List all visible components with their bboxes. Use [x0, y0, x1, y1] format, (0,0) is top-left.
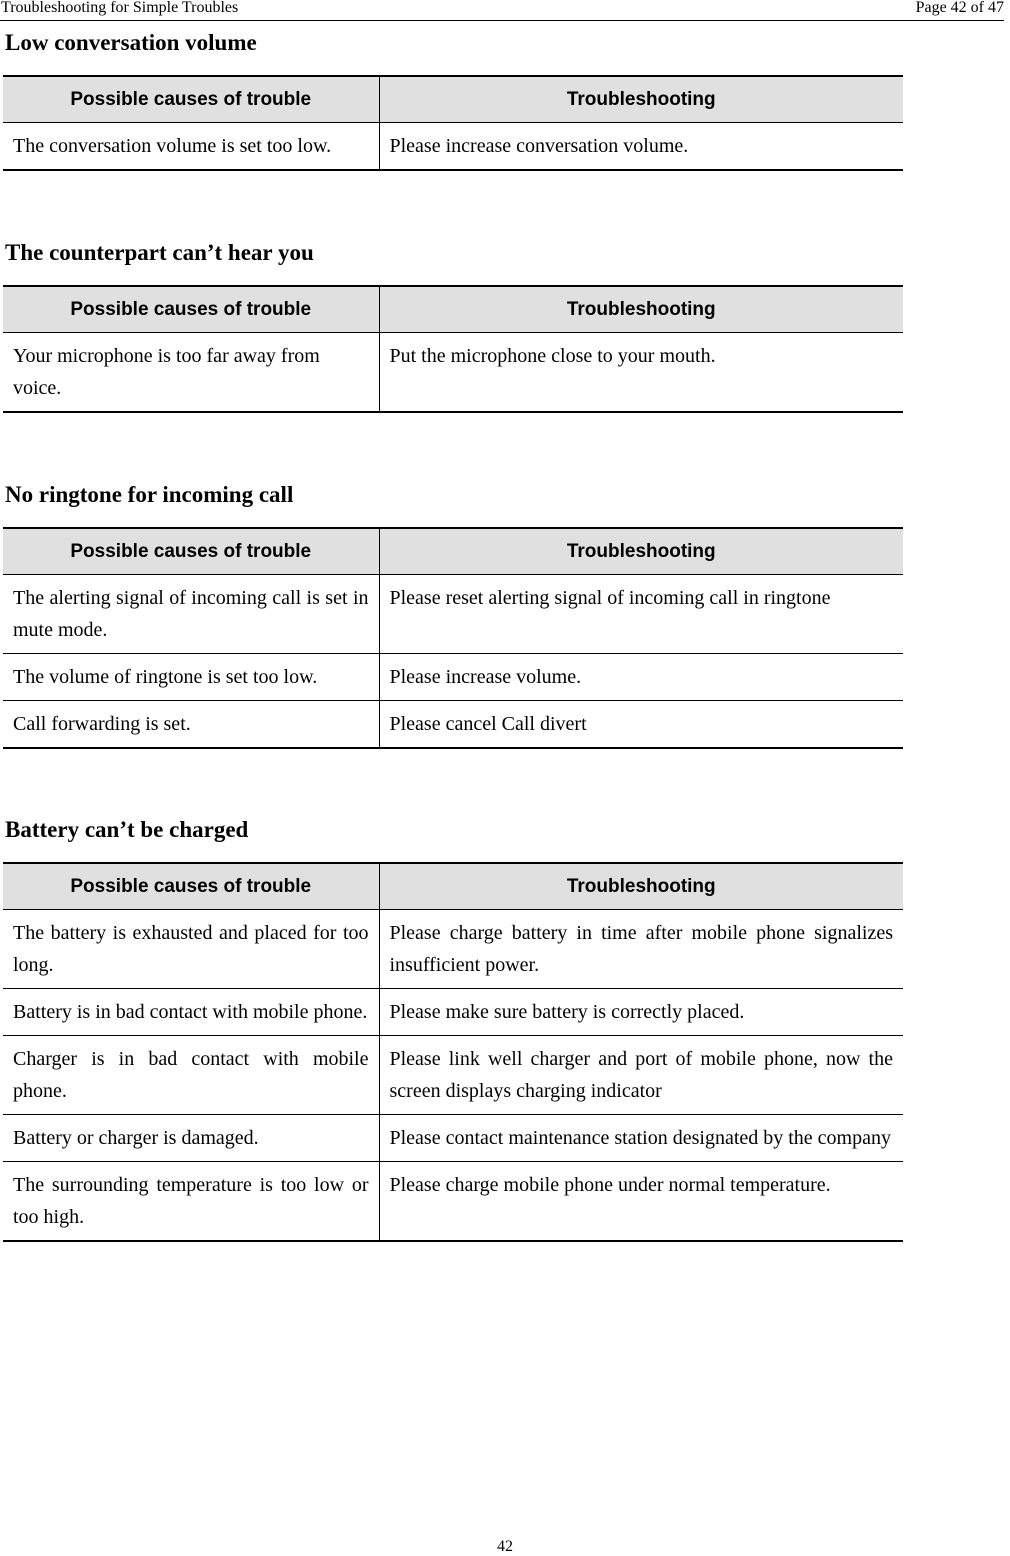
fix-cell: Please cancel Call divert: [379, 701, 903, 749]
cause-cell: The conversation volume is set too low.: [3, 123, 379, 171]
table-row: [3, 333, 903, 413]
table-cant-hear: [3, 285, 903, 413]
table-row: [3, 123, 903, 171]
column-header-causes: Possible causes of trouble: [3, 863, 379, 910]
cause-cell: Call forwarding is set.: [3, 701, 379, 749]
cause-cell: The battery is exhausted and placed for too long.: [3, 910, 379, 989]
cause-cell: Your microphone is too far away from voice.: [3, 333, 379, 413]
section-title-low-volume: Low conversation volume: [5, 30, 257, 55]
cause-cell: Battery or charger is damaged.: [3, 1115, 379, 1162]
section-title-cant-hear: The counterpart can’t hear you: [5, 240, 314, 265]
fix-cell: Please increase volume.: [379, 654, 903, 701]
section-title-battery: Battery can’t be charged: [5, 817, 249, 842]
fix-cell: Please make sure battery is correctly placed.: [379, 989, 903, 1036]
column-header-troubleshooting: Troubleshooting: [379, 76, 903, 123]
column-header-troubleshooting: Troubleshooting: [379, 863, 903, 910]
table-row: [3, 1115, 903, 1162]
cause-cell: The alerting signal of incoming call is set in mute mode.: [3, 575, 379, 654]
page-number: 42: [497, 1538, 513, 1555]
header-chapter-title: Troubleshooting for Simple Troubles: [1, 0, 239, 16]
table-battery: [3, 862, 903, 1242]
column-header-causes: Possible causes of trouble: [3, 286, 379, 333]
cause-cell: The volume of ringtone is set too low.: [3, 654, 379, 701]
table-header-row: [3, 286, 903, 333]
column-header-causes: Possible causes of trouble: [3, 76, 379, 123]
cause-cell: Charger is in bad contact with mobile phone.: [3, 1036, 379, 1115]
table-row: [3, 575, 903, 654]
table-row: [3, 989, 903, 1036]
table-row: [3, 654, 903, 701]
cause-cell: Battery is in bad contact with mobile phone.: [3, 989, 379, 1036]
fix-cell: Please charge mobile phone under normal temperature.: [379, 1162, 903, 1242]
column-header-causes: Possible causes of trouble: [3, 528, 379, 575]
fix-cell: Please reset alerting signal of incoming call in ringtone: [379, 575, 903, 654]
table-no-ringtone: [3, 527, 903, 749]
table-row: [3, 1162, 903, 1242]
fix-cell: Please contact maintenance station designated by the company: [379, 1115, 903, 1162]
table-row: [3, 1036, 903, 1115]
table-row: [3, 910, 903, 989]
column-header-troubleshooting: Troubleshooting: [379, 528, 903, 575]
fix-cell: Please increase conversation volume.: [379, 123, 903, 171]
table-row: [3, 701, 903, 749]
section-title-no-ringtone: No ringtone for incoming call: [5, 482, 294, 507]
fix-cell: Put the microphone close to your mouth.: [379, 333, 903, 413]
table-header-row: [3, 528, 903, 575]
fix-cell: Please charge battery in time after mobile phone signalizes insufficient power.: [379, 910, 903, 989]
cause-cell: The surrounding temperature is too low or too high.: [3, 1162, 379, 1242]
column-header-troubleshooting: Troubleshooting: [379, 286, 903, 333]
table-header-row: [3, 863, 903, 910]
header-page-indicator: Page 42 of 47: [915, 0, 1004, 16]
table-low-volume: [3, 75, 903, 171]
page-header: [0, 0, 1004, 21]
table-header-row: [3, 76, 903, 123]
fix-cell: Please link well charger and port of mobile phone, now the screen displays charging indicator: [379, 1036, 903, 1115]
